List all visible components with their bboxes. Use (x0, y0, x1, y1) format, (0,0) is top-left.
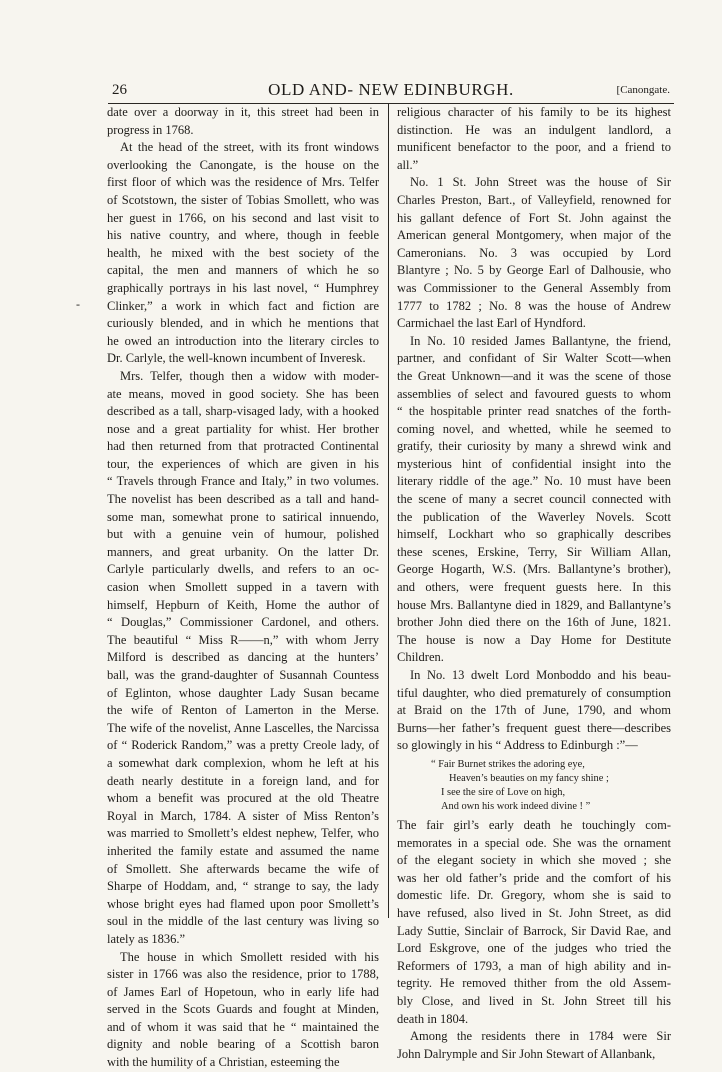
text-line: Lord Eskgrove, one of the judges who tried the (397, 941, 671, 956)
text-line: tiful daughter, who died prematurely of consumption (397, 685, 671, 700)
page-number: 26 (112, 82, 127, 98)
left-column (107, 104, 379, 1072)
text-line: 1777 to 1782 ; No. 8 was the house of Andrew (397, 298, 671, 313)
text-line: The beautiful “ Miss R——n,” with whom Jerry (107, 632, 379, 647)
text-line: John Dalrymple and Sir John Stewart of Allanbank, (397, 1046, 656, 1061)
text-line: his native country, and where, though in feeble (107, 228, 379, 243)
text-line: was Commissioner to the General Assembly from (397, 280, 671, 295)
text-line: ball, was the grand-daughter of Susannah Countess (107, 668, 379, 682)
text-line: himself, Lockhart who so graphically describes (397, 527, 671, 542)
text-line: Dr. Carlyle, the well-known incumbent of Inveresk. (107, 351, 366, 366)
text-line: had then returned from that protracted Continental (107, 439, 379, 454)
text-line: George Hogarth, W.S. (Mrs. Ballantyne’s brother), (397, 562, 671, 577)
text-line: all.” (397, 157, 419, 172)
text-line: distinction. He was an indulgent landlord, a (397, 122, 671, 137)
text-line: described as a tall, sharp-visaged lady, with a hooked (107, 404, 379, 419)
text-line: of Smollett. She afterwards became the wife of (107, 861, 379, 876)
verse-line: And own his work indeed divine ! ” (441, 800, 591, 812)
text-line: inherited the family estate and assumed the name (107, 843, 379, 858)
text-line: mysterious hint of confidential insight into the (397, 456, 671, 471)
text-line: Milford is described as dancing at the hunters’ (107, 650, 379, 665)
running-title: OLD AND- NEW EDINBURGH. (268, 80, 514, 99)
text-line: of Scotstown, the sister of Tobias Smollett, who was (107, 192, 379, 207)
text-line: overlooking the Canongate, is the house on the (107, 157, 379, 172)
text-line: assemblies of select and favoured guests to whom (397, 386, 671, 401)
text-line: some man, somewhat prone to satirical innuendo, (107, 509, 379, 524)
text-line: health, he mixed with the best society of the (107, 245, 379, 260)
text-line: Sharpe of Hoddam, and, “ strange to say, the lady (107, 879, 379, 894)
text-line: Among the residents there in 1784 were Sir (410, 1029, 671, 1044)
text-line: religious character of his family to be its highest (397, 105, 671, 119)
text-line: was her old father’s pride and the comfort of his (397, 870, 671, 885)
verse-quotation (397, 755, 671, 817)
text-line: himself, Hepburn of Keith, Home the author of (107, 597, 379, 612)
text-line: so glowingly in his “ Address to Edinburgh :”— (397, 738, 638, 753)
text-line: literary riddle of the age.” No. 10 must have been (397, 474, 671, 489)
text-line: Cameronians. No. 3 was occupied by Lord (397, 245, 671, 260)
right-column (397, 104, 671, 1063)
text-line: of Eglinton, whose daughter Lady Susan became (107, 685, 379, 700)
text-line: sister in 1766 was also the residence, prior to 1788, (107, 967, 379, 982)
page-header (112, 80, 670, 102)
text-line: Children. (397, 650, 444, 665)
text-line: Royal in March, 1784. A sister of Miss Renton’s (107, 808, 379, 823)
text-line: memorates in a special ode. She was the ornament (397, 835, 671, 850)
text-line: but with a genuine vein of humour, polished (107, 527, 379, 542)
text-line: American general Montgomery, when major of the (397, 228, 671, 243)
text-line: first floor of which was the residence of Mrs. Telfer (107, 175, 379, 190)
text-line: Charles Preston, Bart., of Valleyfield, renowned for (397, 192, 671, 207)
verse-line: “ Fair Burnet strikes the adoring eye, (431, 758, 585, 770)
text-line: Blantyre ; No. 5 by George Earl of Dalhousie, who (397, 263, 671, 278)
text-line: tegrity. He removed thither from the old Assem- (397, 976, 671, 991)
text-line: The house in which Smollett resided with his (120, 949, 379, 964)
text-line: these scenes, Erskine, Terry, Sir William Allan, (397, 544, 671, 559)
text-line: served in the Scots Guards and fought at Minden, (107, 1002, 379, 1017)
text-line: Lady Suttie, Sinclair of Barrock, Sir David Rae, and (397, 923, 671, 938)
text-line: Clinker,” a work in which fact and fiction are (107, 298, 379, 313)
text-line: progress in 1768. (107, 122, 194, 137)
text-line: of James Earl of Hopetoun, who in early life had (107, 984, 379, 999)
text-line: The wife of the novelist, Anne Lascelles, the Narcissa (107, 720, 379, 735)
text-line: Burns—her father’s frequent guest there—describes (397, 720, 671, 735)
text-line: manners, and great urbanity. On the latter Dr. (107, 544, 379, 559)
text-line: nose and a great partiality for whist. Her brother (107, 421, 379, 436)
text-line: the wife of Renton of Lamerton in the Merse. (107, 703, 379, 718)
text-line: dignity and noble bearing of a Scottish baron (107, 1037, 379, 1052)
text-line: In No. 10 resided James Ballantyne, the friend, (410, 333, 671, 348)
text-line: date over a doorway in it, this street had been in (107, 105, 379, 119)
text-line: capital, the men and manners of which he so (107, 263, 379, 278)
text-line: The house is now a Day Home for Destitute (397, 632, 671, 647)
text-line: of “ Roderick Random,” was a pretty Creole lady, of (107, 738, 379, 753)
text-line: the scene of many a secret council connected with (397, 492, 671, 507)
text-line: “ Travels through France and Italy,” in two volumes. (107, 474, 379, 489)
margin-mark: - (76, 297, 80, 311)
text-line: bly Close, and lived in St. John Street till his (397, 993, 671, 1008)
text-line: with the humility of a Christian, esteeming the (107, 1055, 340, 1070)
text-line: gratify, their curiosity by many a shrewd wink and (397, 439, 671, 454)
text-line: soul in the middle of the last century was living so (107, 914, 379, 929)
column-divider (388, 103, 389, 918)
section-reference: [Canongate. (616, 84, 670, 96)
text-line: the publication of the Waverley Novels. Scott (397, 509, 671, 524)
text-line: The novelist has been described as a tall and hand- (107, 492, 379, 507)
text-line: In No. 13 dwelt Lord Monboddo and his beau- (410, 668, 671, 682)
text-line: and others, were frequent guests here. In this (397, 580, 671, 595)
text-line: a somewhat dark complexion, whom he left at his (107, 755, 379, 770)
text-line: “ Douglas,” Commissioner Cardonel, and others. (107, 615, 379, 630)
text-line: coming novel, and whetted, while he seemed to (397, 421, 671, 436)
text-line: he owed an introduction into the literary circles to (107, 333, 379, 348)
text-line: The fair girl’s early death he touchingly com- (397, 817, 671, 832)
text-line: whose bright eyes had flamed upon poor Smollett’s (107, 896, 379, 911)
verse-line: I see the sire of Love on high, (441, 786, 566, 798)
text-line: graphically portrays in his last novel, “ Humphrey (107, 280, 379, 295)
text-line: Reformers of 1793, a man of high ability and in- (397, 958, 671, 973)
text-line: ate means, moved in good society. She has been (107, 386, 379, 401)
text-line: Carmichael the last Earl of Hyndford. (397, 316, 586, 331)
text-line: munificent benefactor to the poor, and a friend to (397, 140, 671, 155)
text-line: have refused, also lived in St. John Street, as did (397, 905, 671, 920)
text-line: domestic life. Dr. Gregory, whom she is said to (397, 888, 671, 903)
text-line: her guest in 1766, on his second and last visit to (107, 210, 379, 225)
text-line: “ the hospitable printer read snatches of the forth- (397, 404, 671, 419)
text-line: partner, and confidant of Sir Walter Scott—when (397, 351, 671, 366)
text-line: whom a benefit was procured at the old Theatre (107, 791, 379, 806)
text-line: No. 1 St. John Street was the house of Sir (410, 175, 671, 190)
text-line: of the elegant society in which she moved ; she (397, 853, 671, 868)
text-line: and of whom it was said that he “ maintained the (107, 1019, 379, 1034)
text-line: at Braid on the 17th of June, 1790, and whom (397, 703, 671, 718)
text-line: the Great Unknown—and it was the scene of those (397, 368, 671, 383)
text-line: curiously blended, and in which he mentions that (107, 316, 379, 331)
text-line: At the head of the street, with its front windows (120, 140, 379, 155)
text-line: his gallant defence of Fort St. John against the (397, 210, 671, 225)
text-line: death in 1804. (397, 1011, 469, 1026)
text-line: Carlyle particularly dwells, and refers to an oc- (107, 562, 379, 577)
text-line: death nearly destitute in a foreign land, and for (107, 773, 379, 788)
text-line: tour, the experiences of which are given in his (107, 456, 379, 471)
verse-line: Heaven’s beauties on my fancy shine ; (449, 772, 609, 784)
text-line: house Mrs. Ballantyne died in 1829, and Ballantyne’s (397, 597, 671, 612)
text-line: Mrs. Telfer, though then a widow with moder- (120, 368, 379, 383)
text-line: lately as 1836.” (107, 931, 186, 946)
text-line: casion when Smollett supped in a tavern with (107, 580, 379, 595)
text-line: was married to Smollett’s eldest nephew, Telfer, who (107, 826, 379, 841)
text-line: brother John died there on the 16th of June, 1821. (397, 615, 671, 630)
